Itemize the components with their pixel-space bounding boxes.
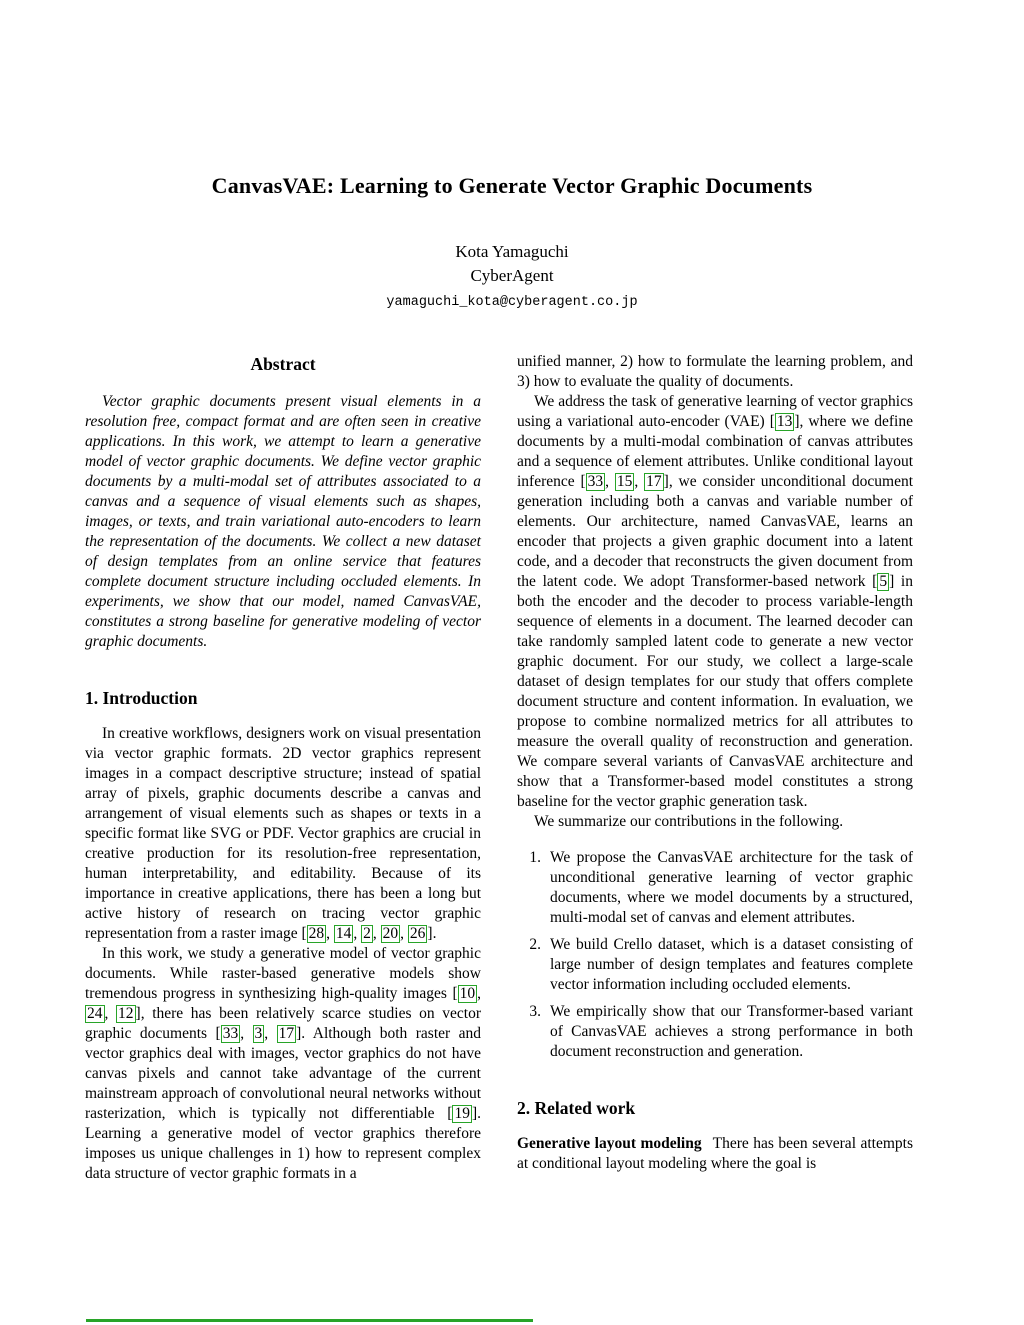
abstract-heading: Abstract <box>250 354 316 374</box>
continuation-paragraph: unified manner, 2) how to formulate the learning problem, and 3) how to evaluate the quality of documents. <box>517 353 913 390</box>
citation-link[interactable]: 33 <box>587 473 604 490</box>
citation-link[interactable]: 33 <box>222 1025 239 1042</box>
approach-paragraph: We address the task of generative learning of vector graphics using a variational auto-encoder (VAE) [ 13 ], where we define documents by a multi-modal combination of canvas attributes and a sequence of element attributes. Unlike conditional layout inference [ 33 , 15 , 17 ], we consider unconditional document generation including both a canvas and variable number of elements. Our architecture, named CanvasVAE, learns an encoder that projects a given graphic document into a latent code, and a decoder that reconstructs the given document from the latent code. We adopt Transformer-based network [ 5 ] in both the encoder and the decoder to process variable-length sequence of elements in a document. The learned decoder can take randomly sampled latent code to generate a new vector graphic document. For our study, we collect a large-scale dataset of design templates for our study that offers complete document structure and content information. In evaluation, we propose to combine normalized metrics for all attributes to measure the overall quality of reconstruction and generation. We compare several variants of CanvasVAE architecture and show that a Transformer-based model constitutes a strong baseline for the vector graphic generation task. <box>517 393 914 810</box>
related-work-paragraph <box>517 1134 913 1174</box>
contribution-number: 2. <box>529 936 541 953</box>
paper-title: CanvasVAE: Learning to Generate Vector Graphic Documents <box>211 173 813 198</box>
abstract-text: Vector graphic documents present visual elements in a resolution free, compact format and are often seen in creative applications. In this work, we attempt to learn a generative model of vector graphic documents. We define vector graphic documents by a multi-modal set of attributes associated to a canvas and a sequence of visual elements such as shapes, images, or texts, and train variational auto-encoders to learn the representation of the documents. We collect a new dataset of design templates from an online service that features complete document structure including occluded elements. In experiments, we show that our model, named CanvasVAE, constitutes a strong baseline for generative modeling of vector graphic documents. <box>85 393 481 650</box>
citation-link[interactable]: 10 <box>459 985 476 1002</box>
contribution-text: We propose the CanvasVAE architecture for the task of unconditional generative learning of vector graphic documents, where we model documents by a structured, multi-modal set of canvas and element attributes. <box>550 849 913 926</box>
contribution-item-2 <box>523 935 913 995</box>
citation-link[interactable]: 13 <box>776 413 793 430</box>
related-work-run-in-heading: Generative layout modeling <box>517 1135 702 1152</box>
citation-link[interactable]: 5 <box>879 573 888 590</box>
citation-link[interactable]: 24 <box>87 1005 103 1022</box>
contributions-list <box>517 848 913 1062</box>
cropped-figure-border-line <box>86 1319 533 1322</box>
author-name: Kota Yamaguchi <box>455 242 569 261</box>
citation-link[interactable]: 12 <box>118 1005 134 1022</box>
citation-link[interactable]: 2 <box>363 925 371 942</box>
right-column <box>517 352 913 1184</box>
contribution-number: 3. <box>529 1003 541 1020</box>
author-block <box>0 240 1024 310</box>
related-work-text: There has been several attempts at conditional layout modeling where the goal is <box>517 1135 913 1172</box>
citation-link[interactable]: 28 <box>308 925 325 942</box>
contributions-intro-paragraph: We summarize our contributions in the following. <box>534 813 844 830</box>
introduction-paragraph-2: In this work, we study a generative model of vector graphic documents. While raster-based generative models show tremendous progress in synthesizing high-quality images [ 10 , 24 , 12 ], there has been relatively scarce studies on vector graphic documents [ 33 , 3 , 17 ]. Although both raster and vector graphics deal with images, vector graphics do not have canvas pixels and cannot take advantage of the current mainstream approach of convolutional neural networks without rasterization, which is typically not differentiable [ 19 ]. Learning a generative model of vector graphics therefore imposes us unique challenges in 1) how to represent complex data structure of vector graphic formats in a <box>85 945 482 1182</box>
section-heading-introduction: 1. Introduction <box>85 688 198 708</box>
citation-link[interactable]: 14 <box>335 925 352 942</box>
contribution-item-1 <box>523 848 913 928</box>
contribution-number: 1. <box>529 849 541 866</box>
two-column-body <box>85 352 913 1184</box>
contribution-text: We empirically show that our Transformer-based variant of CanvasVAE achieves a strong performance in both document reconstruction and generation. <box>550 1003 913 1060</box>
citation-link[interactable]: 15 <box>616 473 633 490</box>
section-heading-related-work: 2. Related work <box>517 1098 636 1118</box>
contribution-item-3 <box>523 1002 913 1062</box>
citation-link[interactable]: 26 <box>409 925 426 942</box>
author-email: yamaguchi_kota@cyberagent.co.jp <box>386 295 638 310</box>
citation-link[interactable]: 20 <box>382 925 399 942</box>
author-affiliation: CyberAgent <box>470 266 554 285</box>
citation-link[interactable]: 3 <box>254 1025 263 1042</box>
citation-link[interactable]: 17 <box>646 473 662 490</box>
introduction-paragraph-1: In creative workflows, designers work on visual presentation via vector graphic formats. 2D vector graphics represent images in a compact descriptive structure; instead of spatial array of pixels, graphic documents describe a canvas and arrangement of visual elements such as shapes or texts in a specific format like SVG or PDF. Vector graphics are crucial in creative production for its resolution-free representation, human interpretability, and editability. Because of its importance in creative applications, there has been a long but active history of research on tracing vector graphic representation from a raster image [ 28 , 14 , 2 , 20 , 26 ]. <box>85 725 481 942</box>
contribution-text: We build Crello dataset, which is a dataset consisting of large number of design templates and features complete vector information including occluded elements. <box>550 936 913 993</box>
citation-link[interactable]: 17 <box>278 1025 295 1042</box>
citation-link[interactable]: 19 <box>454 1105 470 1122</box>
left-column <box>85 352 481 1184</box>
